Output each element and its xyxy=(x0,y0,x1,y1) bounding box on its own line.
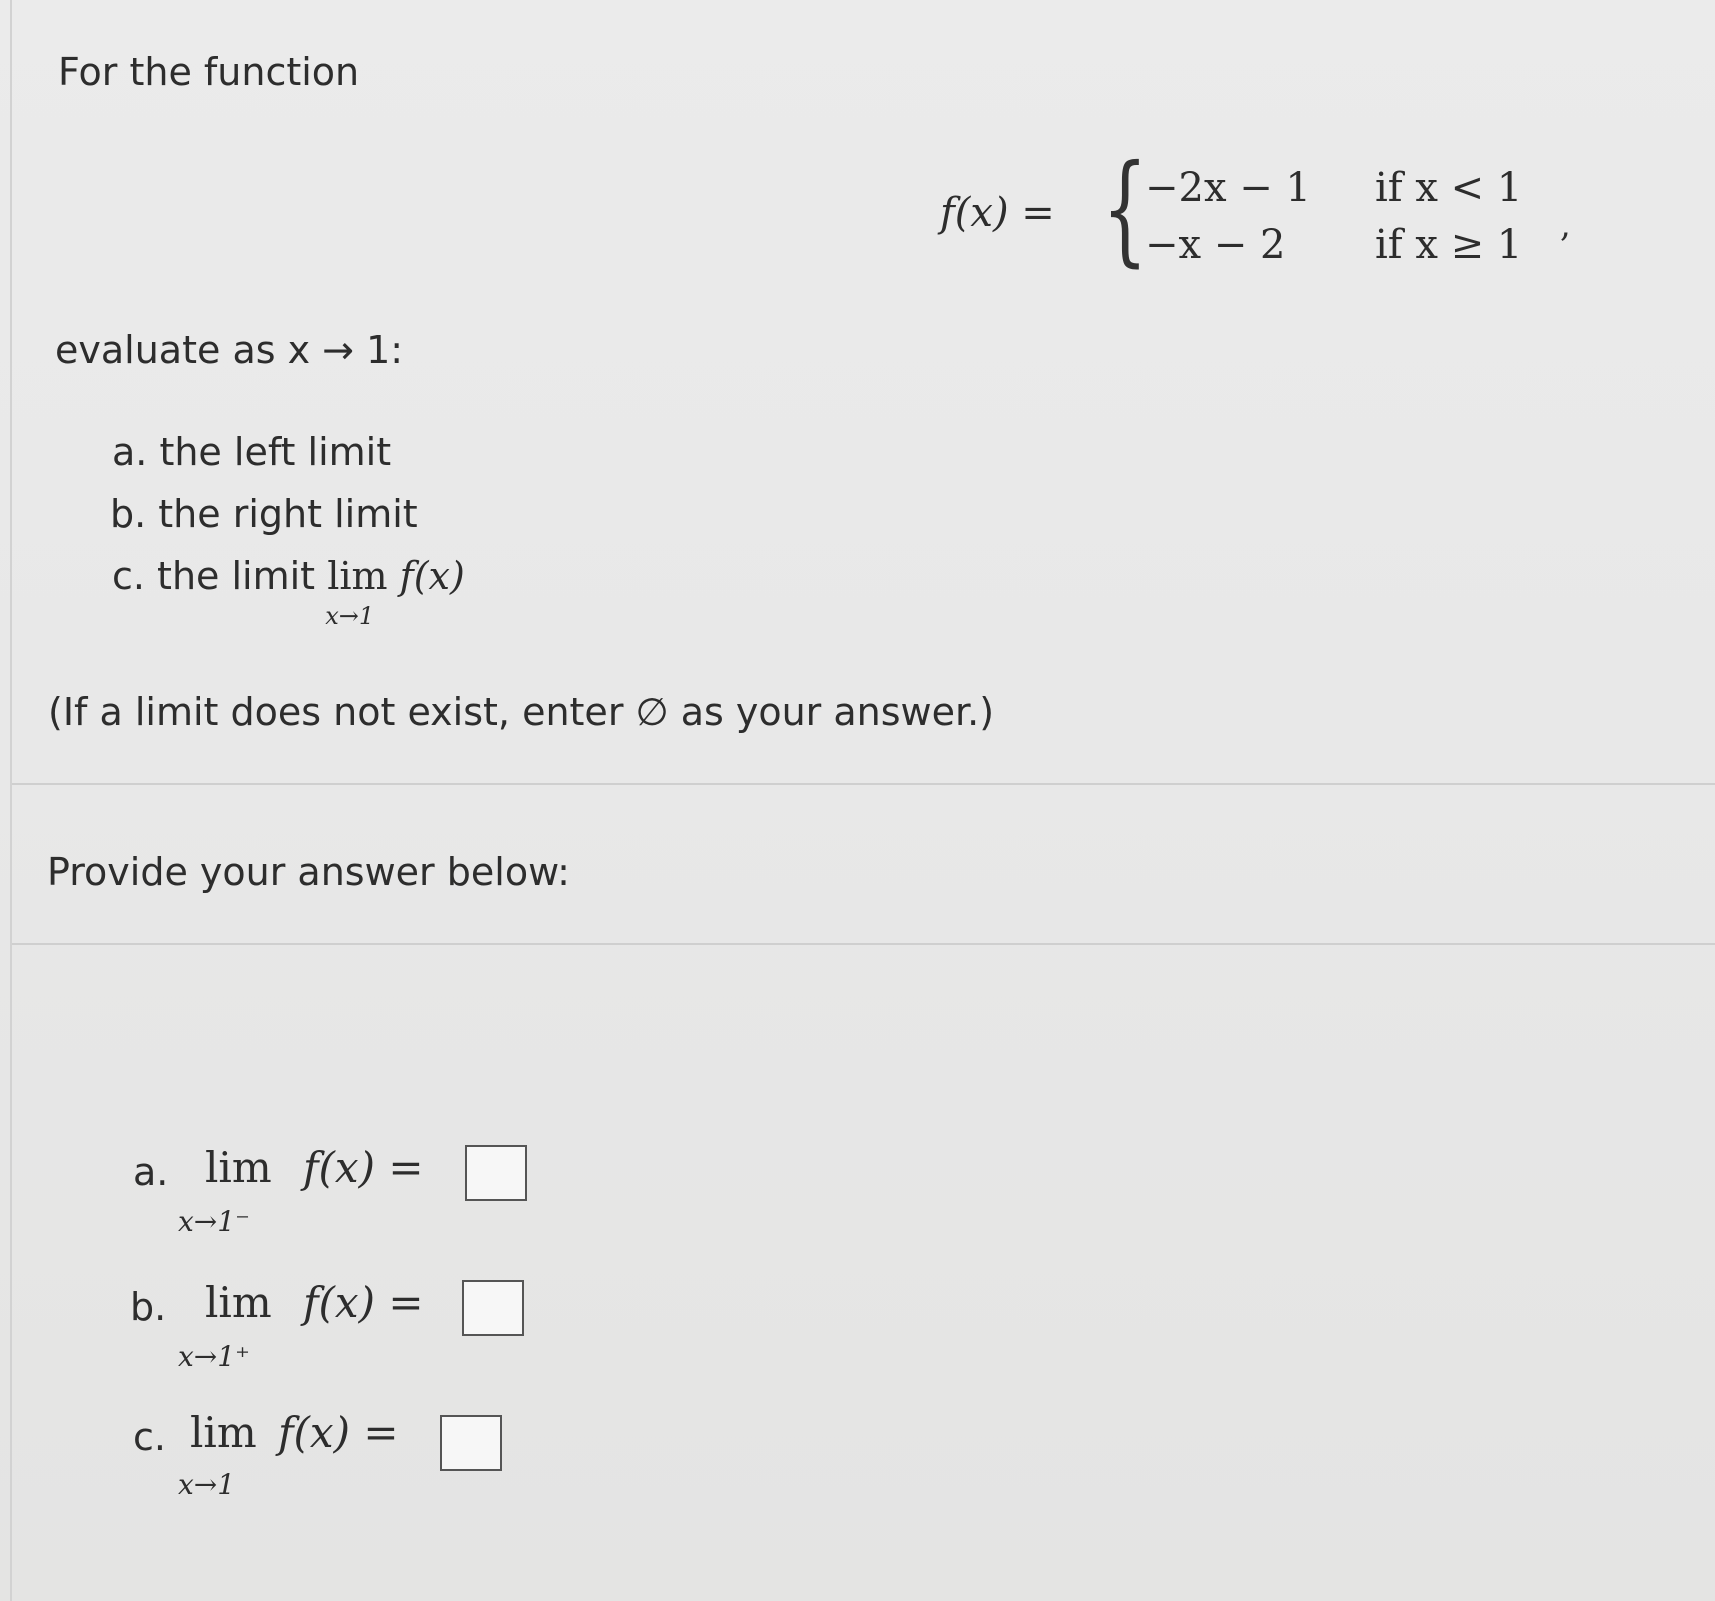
left-border xyxy=(10,0,12,1601)
function-lhs: f(x) = xyxy=(940,190,1055,236)
divider-top xyxy=(12,783,1715,785)
answer-b-input[interactable] xyxy=(462,1280,524,1336)
answer-a-expression: f(x) = xyxy=(303,1143,424,1192)
case2-condition: if x ≥ 1 xyxy=(1375,222,1523,268)
answer-b-expression: f(x) = xyxy=(303,1278,424,1327)
intro-text: For the function xyxy=(58,50,360,94)
item-limit-expression: f(x) xyxy=(399,554,465,598)
case1-expression: −2x − 1 xyxy=(1145,165,1311,211)
item-limit-label: c. the limit xyxy=(112,554,316,598)
lim-word: lim xyxy=(327,554,388,598)
answer-a-lim: lim xyxy=(205,1143,272,1192)
piecewise-brace: { xyxy=(1102,140,1148,279)
case2-expression: −x − 2 xyxy=(1145,222,1286,268)
answer-a-subscript: x→1⁻ xyxy=(178,1205,250,1238)
item-limit-operator xyxy=(325,554,388,630)
evaluate-text: evaluate as x → 1: xyxy=(55,328,404,372)
item-right-limit: b. the right limit xyxy=(110,492,418,536)
answer-c-label: c. xyxy=(133,1415,166,1459)
answer-a-label: a. xyxy=(133,1150,169,1194)
dne-note: (If a limit does not exist, enter ∅ as your answer.) xyxy=(48,690,995,734)
answer-c-lim: lim xyxy=(190,1408,257,1457)
answer-c-subscript: x→1 xyxy=(178,1468,236,1501)
answer-b-subscript: x→1⁺ xyxy=(178,1340,250,1373)
divider-bottom xyxy=(12,943,1715,945)
function-trailing-comma: , xyxy=(1560,205,1571,245)
provide-heading: Provide your answer below: xyxy=(47,850,570,894)
item-limit xyxy=(112,554,465,630)
answer-c-input[interactable] xyxy=(440,1415,502,1471)
case1-condition: if x < 1 xyxy=(1375,165,1523,211)
answer-c-expression: f(x) = xyxy=(278,1408,399,1457)
answer-b-lim: lim xyxy=(205,1278,272,1327)
item-left-limit: a. the left limit xyxy=(112,430,392,474)
answer-b-label: b. xyxy=(130,1285,167,1329)
lim-subscript: x→1 xyxy=(325,602,375,630)
answer-a-input[interactable] xyxy=(465,1145,527,1201)
